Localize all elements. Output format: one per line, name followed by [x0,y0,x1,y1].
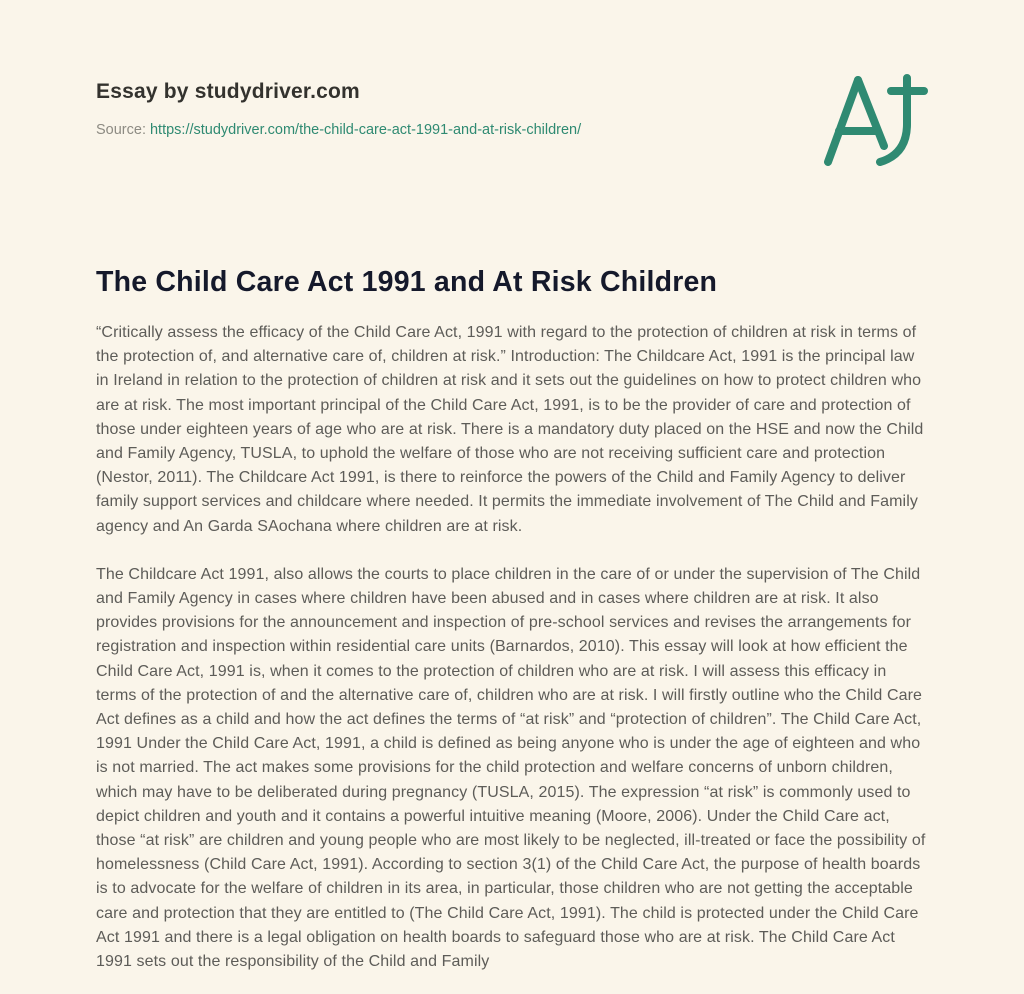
header-text-block [96,72,581,138]
essay-main [96,266,928,974]
essay-paragraph-2: The Childcare Act 1991, also allows the courts to place children in the care of or under the supervision of The Child and Family Agency in cases where children have been abused and in cases where children are at risk. It also provides provisions for the announcement and inspection of pre-school services and revises the arrangements for registration and inspection within residential care units (Barnardos, 2010). This essay will look at how efficient the Child Care Act, 1991 is, when it comes to the protection of children who are at risk. I will assess this efficacy in terms of the protection of and the alternative care of, children who are at risk. I will firstly outline who the Child Care Act defines as a child and how the act defines the terms of “at risk” and “protection of children”. The Child Care Act, 1991 Under the Child Care Act, 1991, a child is defined as being anyone who is under the age of eighteen and who is not married. The act makes some provisions for the child protection and welfare concerns of unborn children, which may have to be deliberated during pregnancy (TUSLA, 2015). The expression “at risk” is commonly used to depict children and youth and it contains a powerful intuitive meaning (Moore, 2006). Under the Child Care act, those “at risk” are children and young people who are most likely to be neglected, ill-treated or face the possibility of homelessness (Child Care Act, 1991). According to section 3(1) of the Child Care Act, the purpose of health boards is to advocate for the welfare of children in its area, in particular, those children who are not getting the acceptable care and protection that they are entitled to (The Child Care Act, 1991). The child is protected under the Child Care Act 1991 and there is a legal obligation on health boards to safeguard those who are at risk. The Child Care Act 1991 sets out the responsibility of the Child and Family [96,565,926,971]
essay-body [96,321,928,974]
page-header [96,72,928,166]
byline: Essay by studydriver.com [96,80,360,103]
studydriver-logo-icon [820,74,932,166]
essay-title: The Child Care Act 1991 and At Risk Children [96,266,718,298]
source-label: Source: [96,122,146,138]
source-line [96,122,581,138]
essay-paragraph-1: “Critically assess the efficacy of the Child Care Act, 1991 with regard to the protection of children at risk in terms of the protection of, and alternative care of, children at risk.” Introduction: The Childcare Act, 1991 is the principal law in Ireland in relation to the protection of children at risk and it sets out the guidelines on how to protect children who are at risk. The most important principal of the Child Care Act, 1991, is to be the provider of care and protection of those under eighteen years of age who are at risk. There is a mandatory duty placed on the HSE and now the Child and Family Agency, TUSLA, to uphold the welfare of those who are not receiving sufficient care and protection (Nestor, 2011). The Childcare Act 1991, is there to reinforce the powers of the Child and Family Agency to deliver family support services and childcare where needed. It permits the immediate involvement of The Child and Family agency and An Garda SAochana where children are at risk. [96,324,924,535]
source-link[interactable]: https://studydriver.com/the-child-care-act-1991-and-at-risk-children/ [149,122,582,138]
